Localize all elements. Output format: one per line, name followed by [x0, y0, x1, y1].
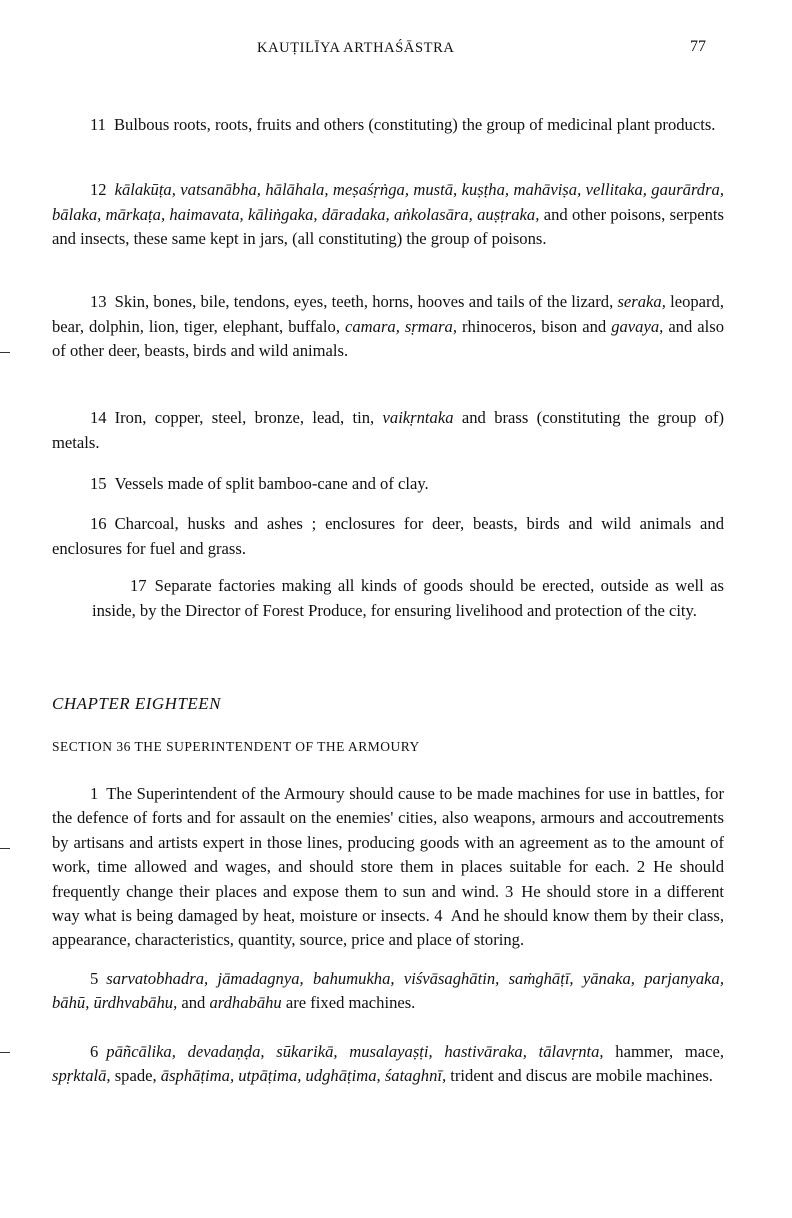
- sentence-text: He should frequently change their places and expose them to sun and wind.: [52, 857, 724, 901]
- section-heading: SECTION 36 THE SUPERINTENDENT OF THE ARMOURY: [52, 739, 420, 754]
- paragraph-text: Skin, bones, bile, tendons, eyes, teeth, horns, hooves and tails of the lizard,: [114, 292, 614, 311]
- paragraph-12: [52, 178, 724, 252]
- paragraph-number: 12: [90, 180, 107, 199]
- mobile-machine-names: spṛktalā,: [52, 1066, 111, 1086]
- paragraph-text: and other poisons, serpents and insects, these same kept in jars, (all constituting) the group of poisons.: [52, 204, 724, 248]
- fixed-machine-names: sarvatobhadra, jāmadagnya, bahumukha, viśvāsaghātin, saṁghāṭī, yānaka, parjanyaka, bāhū, ūrdhvabāhu,: [52, 968, 724, 1013]
- paragraph-16: [52, 512, 724, 561]
- page-header: [0, 38, 792, 62]
- running-title: KAUṬILĪYA ARTHAŚĀSTRA: [257, 40, 455, 56]
- italic-term: vaikṛntaka: [382, 408, 454, 427]
- paragraph-11: [52, 113, 724, 138]
- sentence-text: And he should know them by their class, appearance, characteristics, quantity, source, price and place of storing.: [52, 906, 724, 950]
- paragraph-text: Charcoal, husks and ashes ; enclosures for deer, beasts, birds and wild animals and enclosures for fuel and grass.: [52, 514, 724, 558]
- italic-term: seraka,: [617, 292, 666, 311]
- paragraph-number: 15: [90, 474, 107, 493]
- sentence-5: [52, 967, 724, 1016]
- poison-names: kālakūṭa, vatsanābha, hālāhala, meṣaśṛṅga, mustā, kuṣṭha, mahāviṣa, vellitaka, gaurārdra, bālaka, mārkaṭa, haimavata, kāliṅgaka, dāradaka, aṅkolasāra, auṣṭraka,: [52, 180, 724, 224]
- paragraph-text: Iron, copper, steel, bronze, lead, tin,: [114, 408, 375, 427]
- paragraph-number: 14: [90, 408, 107, 427]
- paragraph-15: [52, 472, 724, 497]
- sentence-text: spade,: [114, 1066, 157, 1086]
- sentence-text: He should store in a different way what is being damaged by heat, moisture or insects.: [52, 881, 724, 926]
- paragraph-number: 17: [130, 576, 147, 595]
- mobile-machine-names: āsphāṭima, utpāṭima, udghāṭima, śataghnī,: [160, 1066, 447, 1086]
- paragraph-text: rhinoceros, bison and: [462, 316, 607, 336]
- chapter-title: CHAPTER EIGHTEEN: [52, 694, 222, 713]
- paragraph-text: Vessels made of split bamboo-cane and of clay.: [114, 474, 429, 493]
- mobile-machine-names: pāñcālika, devadaṇḍa, sūkarikā, musalayaṣṭi, hastivāraka, tālavṛnta,: [106, 1041, 604, 1061]
- margin-mark: [0, 1052, 10, 1053]
- margin-mark: [0, 352, 10, 353]
- paragraph-text: and also of other deer, beasts, birds and wild animals.: [52, 316, 725, 360]
- sentence-text: are fixed machines.: [285, 993, 416, 1013]
- paragraph-13: [52, 290, 724, 364]
- sentence-number: 1: [90, 784, 99, 803]
- sentences-1-4: [52, 782, 724, 953]
- paragraph-number: 16: [90, 514, 107, 533]
- sentence-number: 2: [636, 857, 646, 877]
- sentence-6: [52, 1040, 724, 1089]
- sentence-number: 5: [90, 968, 99, 988]
- fixed-machine-names: ardhabāhu: [209, 993, 282, 1013]
- margin-mark: [0, 848, 10, 849]
- paragraph-number: 11: [90, 115, 106, 134]
- armoury-text: [52, 782, 724, 1088]
- italic-term: gavaya,: [611, 316, 664, 336]
- paragraph-14: [52, 406, 724, 455]
- paragraph-number: 13: [90, 292, 107, 311]
- sentence-number: 3: [504, 881, 514, 901]
- page-number: 77: [690, 38, 706, 55]
- paragraph-text: and brass (constituting the group of) metals.: [52, 408, 724, 452]
- sentence-number: 4: [434, 906, 443, 926]
- italic-term: camara, sṛmara,: [345, 316, 457, 336]
- paragraph-17: [92, 574, 724, 623]
- sentence-text: and: [181, 993, 206, 1013]
- paragraph-text: Separate factories making all kinds of goods should be erected, outside as well as inside, by the Director of Forest Produce, for ensuring livelihood and protection of the city.: [92, 576, 724, 620]
- sentence-text: hammer, mace,: [615, 1041, 725, 1061]
- paragraph-text: Bulbous roots, roots, fruits and others (constituting) the group of medicinal plant products.: [113, 115, 716, 134]
- sentence-text: trident and discus are mobile machines.: [450, 1066, 713, 1086]
- sentence-number: 6: [90, 1041, 99, 1061]
- sentence-text: The Superintendent of the Armoury should cause to be made machines for use in battles, for the defence of forts and for assault on the enemies' cities, also weapons, armours and accoutrements by artisans and artists expert in those lines, producing goods with an agreement as to the amount of work, time allowed and wages, and should store them in places suitable for each.: [52, 784, 724, 877]
- paragraph-text: leopard, bear, dolphin, lion, tiger, elephant, buffalo,: [52, 292, 724, 336]
